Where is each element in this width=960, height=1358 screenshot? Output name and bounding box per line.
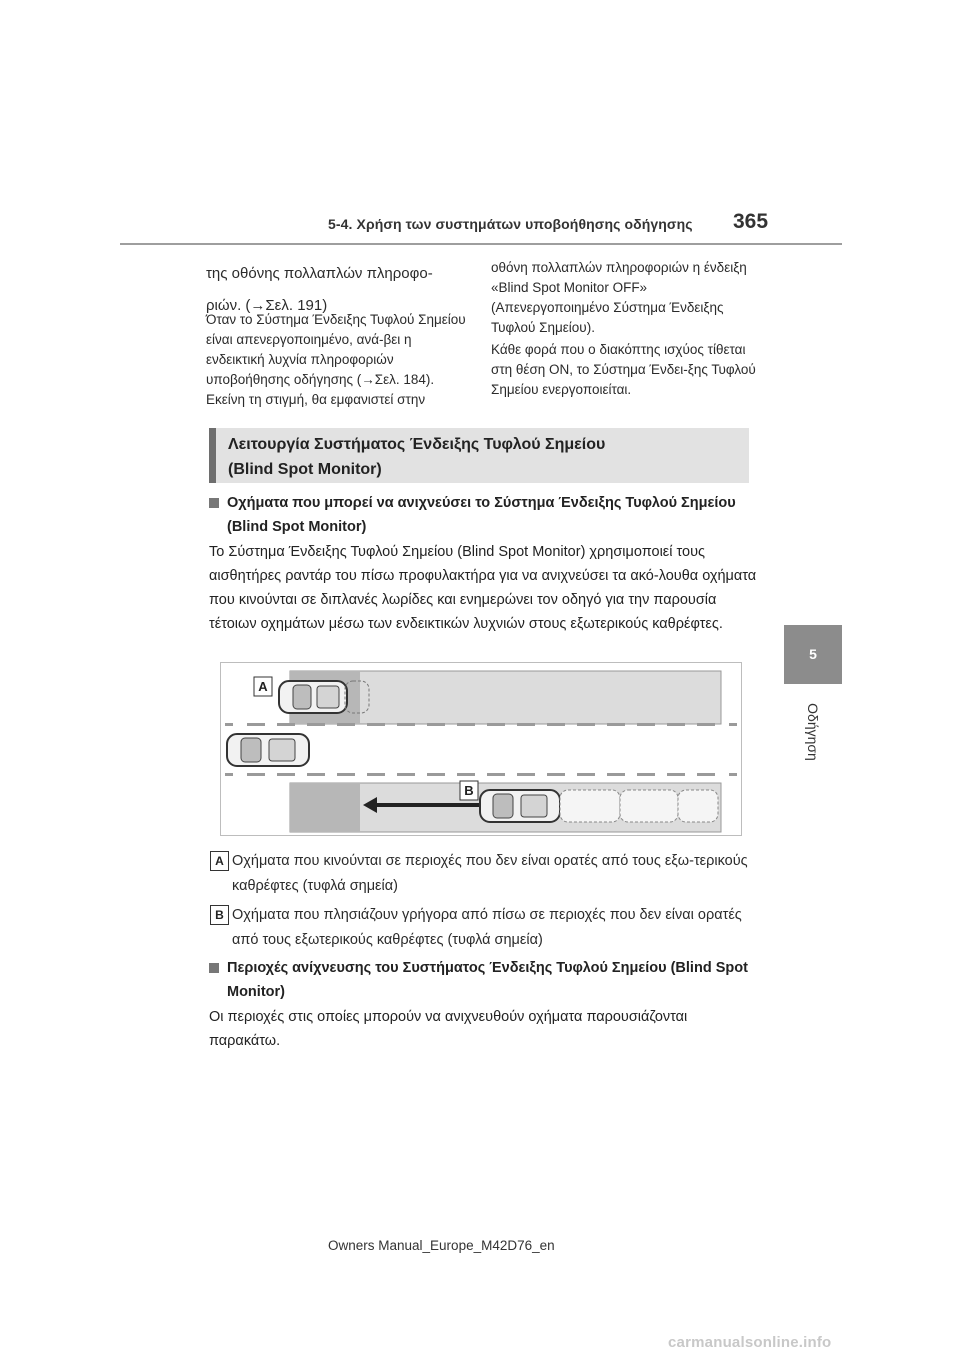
diagram-label-b <box>460 781 478 800</box>
page-number: 365 <box>733 210 769 233</box>
lane-markings-lower <box>225 773 737 776</box>
square-bullet-icon <box>209 963 219 973</box>
subsection-2-heading <box>209 956 749 1004</box>
subsection-2-heading-text: Περιοχές ανίχνευσης του Συστήματος Ένδειξης Τυφλού Σημείου (Blind Spot Monitor) <box>227 960 748 1000</box>
road-diagram-svg <box>221 663 741 835</box>
section-title-line-2: (Blind Spot Monitor) <box>228 461 382 478</box>
blind-spot-zone-lower <box>290 783 360 832</box>
left-paragraph-1: της οθόνης πολλαπλών πληροφο-ριών. (→Σελ. 191) <box>206 265 433 314</box>
diagram-label-a-text: A <box>258 679 268 694</box>
chapter-label <box>784 690 842 770</box>
legend-badge-b: B <box>210 905 229 925</box>
chapter-tab[interactable] <box>784 625 842 684</box>
car-upper-lane-icon <box>279 681 347 713</box>
legend-text-a: Οχήματα που κινούνται σε περιοχές που δεν είναι ορατές από τους εξω-τερικούς καθρέφτες (τυφλά σημεία) <box>232 853 748 894</box>
legend-badge-a: A <box>210 851 229 871</box>
car-lower-lane-icon <box>480 790 560 822</box>
section-title-line-1: Λειτουργία Συστήματος Ένδειξης Τυφλού Σημείου <box>228 436 606 453</box>
header-title: 5-4. Χρήση των συστημάτων υποβοήθησης οδήγησης <box>328 216 693 232</box>
footer-text: Owners Manual_Europe_M42D76_en <box>328 1238 555 1253</box>
header-divider <box>120 243 842 245</box>
right-paragraph-1: οθόνη πολλαπλών πληροφοριών η ένδειξη «Blind Spot Monitor OFF» (Απενεργοποιημένο Σύστημα Ένδειξης Τυφλού Σημείου). <box>491 260 747 335</box>
right-paragraph-2: Κάθε φορά που ο διακόπτης ισχύος τίθεται στη θέση ON, το Σύστημα Ένδει-ξης Τυφλού Σημείου ενεργοποιείται. <box>491 342 756 397</box>
left-paragraph-2: Όταν το Σύστημα Ένδειξης Τυφλού Σημείου είναι απενεργοποιημένο, ανά-βει η ενδεικτική λυχνία πληροφοριών υποβοήθησης οδήγησης (→Σελ. 184). Εκείνη τη στιγμή, θα εμφανιστεί στην <box>206 312 466 407</box>
own-car-icon <box>227 734 309 766</box>
square-bullet-icon <box>209 498 219 508</box>
subsection-1-body: Το Σύστημα Ένδειξης Τυφλού Σημείου (Blind Spot Monitor) χρησιμοποιεί τους αισθητήρες ραντάρ του πίσω προφυλακτήρα για να ανιχνεύσει τα ακό-λουθα οχήματα που κινούνται σε διπλανές λωρίδες και ενημερώνει τον οδηγό για την παρουσία τέτοιων οχημάτων μέσω των ενδεικτικών λυχνιών στους εξωτερικούς καθρέφτες. <box>209 544 757 632</box>
diagram-label-b-text: B <box>464 783 474 798</box>
subsection-2-body: Οι περιοχές στις οποίες μπορούν να ανιχνευθούν οχήματα παρουσιάζονται παρακάτω. <box>209 1009 688 1049</box>
legend-text-b: Οχήματα που πλησιάζουν γρήγορα από πίσω σε περιοχές που δεν είναι ορατές από τους εξωτερικούς καθρέφτες (τυφλά σημεία) <box>232 907 742 948</box>
section-title-box <box>209 428 749 483</box>
watermark-text: carmanualsonline.info <box>668 1334 832 1351</box>
subsection-1-heading <box>209 491 749 539</box>
car-lower-ghost-icons <box>560 790 718 822</box>
chapter-label-text: Οδήγηση <box>805 703 821 761</box>
blind-spot-diagram <box>220 662 742 836</box>
chapter-number: 5 <box>809 646 817 662</box>
diagram-label-a <box>254 677 272 696</box>
subsection-1-heading-text: Οχήματα που μπορεί να ανιχνεύσει το Σύστημα Ένδειξης Τυφλού Σημείου (Blind Spot Monitor) <box>227 495 736 535</box>
